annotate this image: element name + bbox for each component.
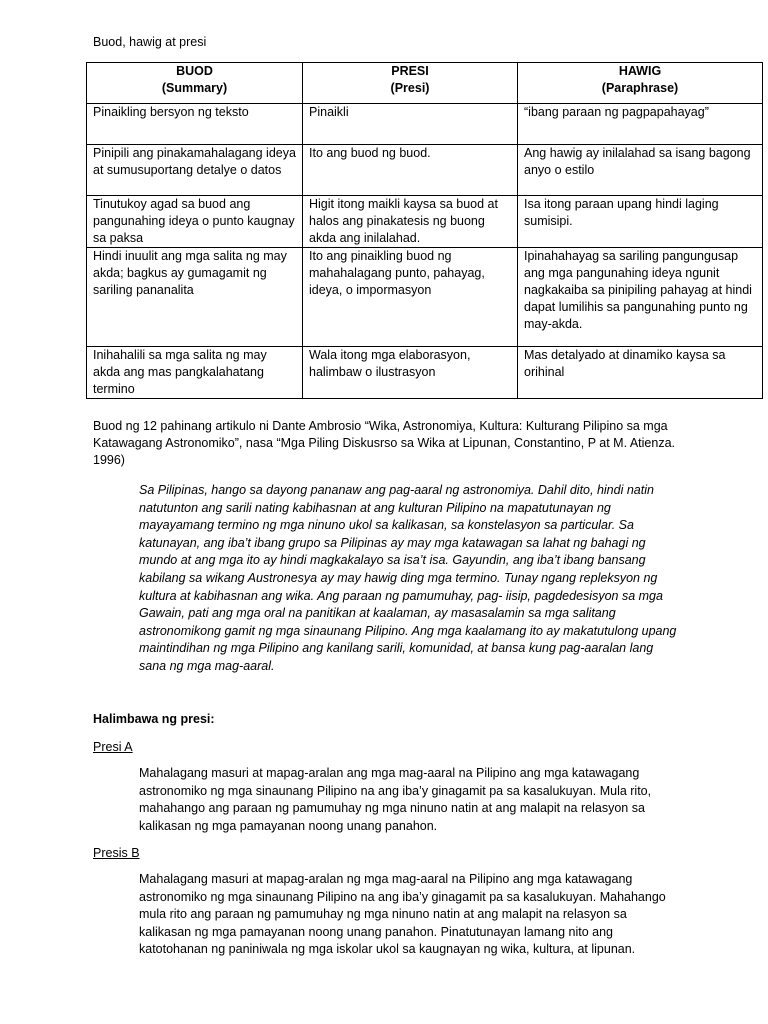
presi-b-label: Presis B <box>93 846 140 860</box>
header-sub: (Paraphrase) <box>601 81 679 95</box>
table-cell: Tinutukoy agad sa buod ang pangunahing ideya o punto kaugnay sa paksa <box>87 196 303 248</box>
table-cell: Higit itong maikli kaysa sa buod at halos ang pinakatesis ng buong akda ang inilalahad. <box>303 196 518 248</box>
source-citation: Buod ng 12 pahinang artikulo ni Dante Ambrosio “Wika, Astronomiya, Kultura: Kulturang Pilipino sa mga Katawagang Astronomiko”, nasa “Mga Piling Diskusrso sa Wika at Lipunan, Constantino, P at M. Atienza. 1996) <box>93 419 676 467</box>
examples-heading: Halimbawa ng presi: <box>93 712 215 726</box>
header-sub: (Presi) <box>390 81 430 95</box>
article-excerpt: Sa Pilipinas, hango sa dayong pananaw ang pag-aaral ng astronomiya. Dahil dito, hindi natin natutunton ang sarili nating kabihasnan at ang kulturan Pilipino na mapatutunayan ng mayayamang termino ng mga ninuno ukol sa kalikasan, sa konstelasyon sa particular. Sa katunayan, ang iba’t ibang grupo sa Pilipinas ay may mga katawagan sa lahat ng bahagi ng mundo at ang mga ito ay hindi magkakalayo sa isa’t isa. Gayundin, ang iba’t ibang bansang kabilang sa wikang Austronesya ay may hawig ding mga termino. Tunay ngang repleksyon ng kultura at kabihasnan ang wika. Ang paraan ng pamumuhay, pag- iisip, pagdedesisyon sa mga Gawain, pati ang mga oral na panitikan at kaalaman, ay masasalamin sa mga salitang astronomikong gamit ng mga sinaunang Pilipino. Ang mga kaalamang ito ay makatutulong upang maintindihan ng mga Pilipino ang kanilang sarili, komunidad, at bansa kung pag-aaralan lang sana ng mga mag-aaral. <box>139 483 677 673</box>
header-main: BUOD <box>176 64 213 78</box>
table-cell: Ipinahahayag sa sariling pangungusap ang mga pangunahing ideya ngunit nagkakaiba sa pinipiling pahayag at hindi dapat lumilihis sa pangunahing punto ng may-akda. <box>518 248 763 347</box>
table-row <box>87 347 763 399</box>
header-buod <box>87 63 303 104</box>
header-main: PRESI <box>391 64 429 78</box>
presi-a-text: Mahalagang masuri at mapag-aralan ang mga mag-aaral na Pilipino ang mga katawagang astronomiko ng mga sinaunang Pilipino na ang iba’y ginagamit pa sa kasalukuyan. Mula rito, mahahango ang paraan ng pamumuhay ng mga ninuno natin at ang malapit na relasyon sa kalikasan ng mga pamayanan noong unang panahon. <box>139 766 652 833</box>
table-cell: Pinaikli <box>303 104 518 145</box>
table-cell: “ibang paraan ng pagpapahayag” <box>518 104 763 145</box>
table-cell: Hindi inuulit ang mga salita ng may akda; bagkus ay gumagamit ng sariling pananalita <box>87 248 303 347</box>
table-row <box>87 145 763 196</box>
table-cell: Pinipili ang pinakamahalagang ideya at sumusuportang detalye o datos <box>87 145 303 196</box>
table-row <box>87 248 763 347</box>
table-cell: Ito ang pinaikling buod ng mahahalagang punto, pahayag, ideya, o impormasyon <box>303 248 518 347</box>
header-main: HAWIG <box>618 64 662 78</box>
table-cell: Mas detalyado at dinamiko kaysa sa orihinal <box>518 347 763 399</box>
table-row <box>87 104 763 145</box>
table-cell: Wala itong mga elaborasyon, halimbaw o ilustrasyon <box>303 347 518 399</box>
header-hawig <box>518 63 763 104</box>
header-sub: (Summary) <box>161 81 228 95</box>
presi-b-text: Mahalagang masuri at mapag-aralan ng mga mag-aaral na Pilipino ang mga katawagang astronomiko ng mga sinaunang Pilipino na ang iba’y ginagamit pa sa kasalukuyan. Mahahango mula rito ang paraan ng pamumuhay ng mga ninuno natin at ang malapit na relasyon sa kalikasan ng mga pamayanan noong unang panahon. Pinatutunayan lamang nito ang katotohanan ng paniniwala ng mga iskolar ukol sa kaugnayan ng wika, kultura, at lipunan. <box>139 872 666 957</box>
header-presi <box>303 63 518 104</box>
document-title: Buod, hawig at presi <box>93 35 207 49</box>
table-cell: Isa itong paraan upang hindi laging sumisipi. <box>518 196 763 248</box>
table-header-row <box>87 63 763 104</box>
comparison-table <box>86 62 763 399</box>
table-cell: Ang hawig ay inilalahad sa isang bagong anyo o estilo <box>518 145 763 196</box>
presi-a-label: Presi A <box>93 740 133 754</box>
table-cell: Ito ang buod ng buod. <box>303 145 518 196</box>
table-row <box>87 196 763 248</box>
table-cell: Pinaikling bersyon ng teksto <box>87 104 303 145</box>
table-cell: Inihahalili sa mga salita ng may akda ang mas pangkalahatang termino <box>87 347 303 399</box>
